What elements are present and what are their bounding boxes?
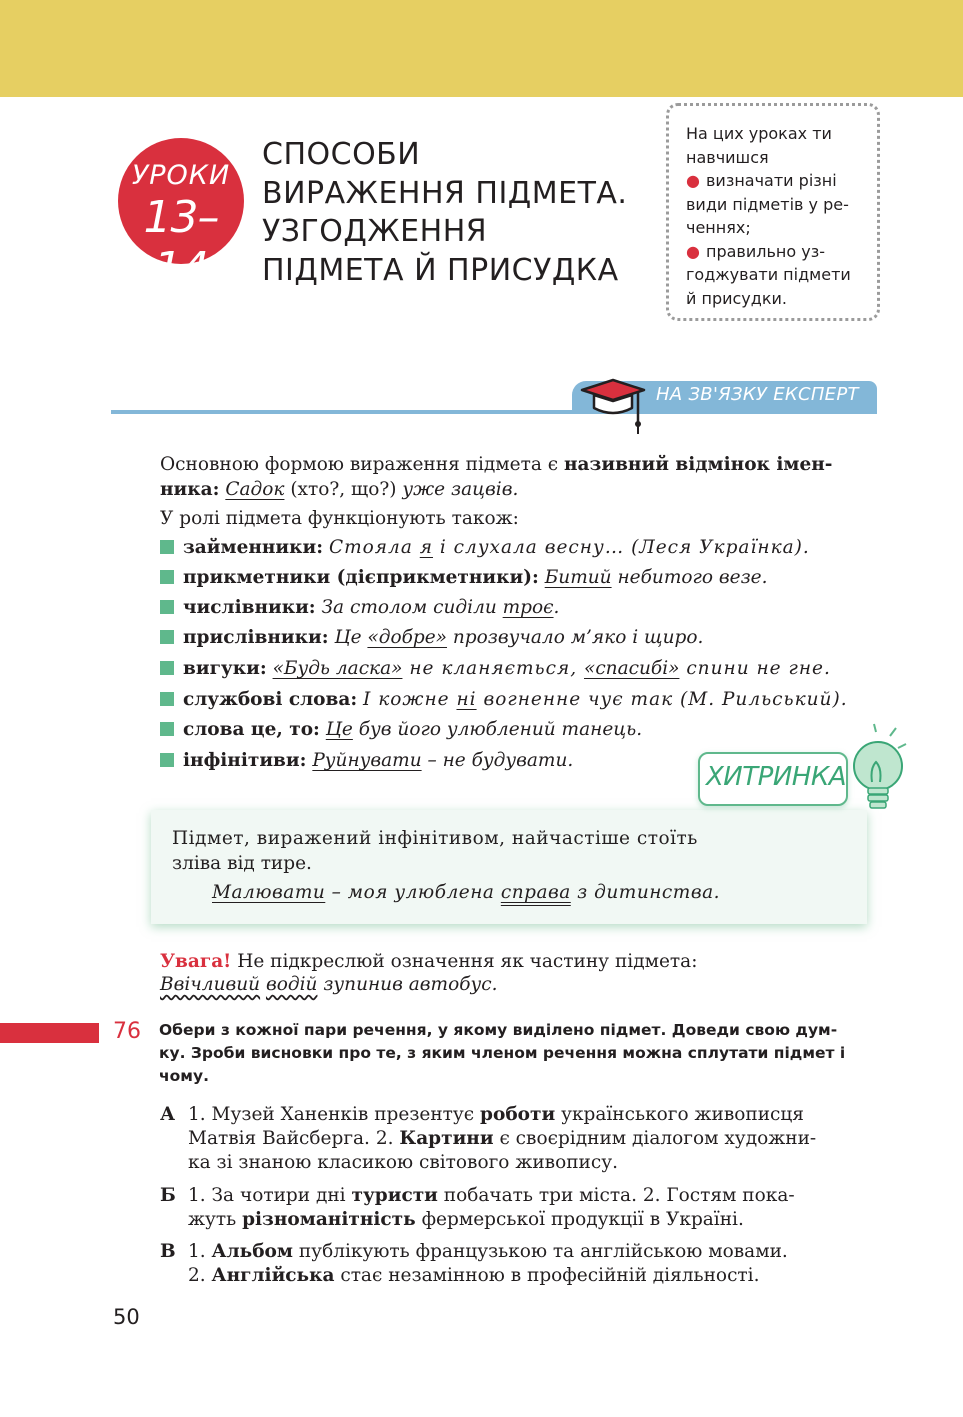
option-b-line2: жуть різноманітність фермерської продукції в Україні. [188, 1209, 744, 1230]
list-item: прислівники: Це «добре» прозвучало м’яко і щиро. [160, 627, 703, 648]
attention-line1: Увага! Не підкреслюй означення як частину підмета: [160, 951, 698, 972]
list-item: слова це, то: Це був його улюблений танець. [160, 719, 642, 740]
square-bullet-icon [160, 600, 174, 614]
square-bullet-icon [160, 692, 174, 706]
exercise-marker-strip [0, 1023, 99, 1043]
expert-label: НА ЗВ'ЯЗКУ ЕКСПЕРТ [656, 384, 859, 405]
exercise-task-line1: Обери з кожної пари речення, у якому виділено підмет. Доведи свою дум- [159, 1021, 838, 1039]
exercise-task-line3: чому. [159, 1067, 209, 1085]
square-bullet-icon [160, 722, 174, 736]
option-letter-c: В [160, 1241, 176, 1262]
theory-intro-line2: ника: Садок (хто?, що?) уже зацвів. [160, 479, 519, 500]
tip-text-line1: Підмет, виражений інфінітивом, найчастіше стоїть [172, 828, 698, 849]
page-number: 50 [113, 1305, 140, 1329]
theory-intro-line1: Основною формою вираження підмета є називний відмінок імен- [160, 454, 833, 475]
square-bullet-icon [160, 540, 174, 554]
theory-roles: У ролі підмета функціонують також: [160, 508, 519, 529]
square-bullet-icon [160, 630, 174, 644]
list-item: числівники: За столом сиділи троє. [160, 597, 559, 618]
lesson-badge [118, 138, 244, 294]
bullet-dot-icon: ● [686, 171, 700, 190]
list-item: інфінітиви: Руйнувати – не будувати. [160, 750, 573, 771]
lesson-word: УРОКИ [131, 160, 231, 191]
list-item: вигуки: «Будь ласка» не кланяється, «спасибі» спини не гне. [160, 658, 831, 679]
option-letter-b: Б [160, 1185, 176, 1206]
exercise-number: 76 [113, 1019, 141, 1044]
option-b-line1: 1. За чотири дні туристи побачать три міста. 2. Гостям пока- [188, 1185, 795, 1206]
square-bullet-icon [160, 570, 174, 584]
option-a-line3: ка зі знаною класикою світового живопису. [188, 1152, 619, 1173]
bullet-dot-icon: ● [686, 241, 700, 261]
tip-text-line2: зліва від тире. [172, 853, 312, 874]
option-letter-a: А [160, 1104, 176, 1125]
option-a-line1: 1. Музей Ханенків презентує роботи українського живописця [188, 1104, 804, 1125]
square-bullet-icon [160, 661, 174, 675]
square-bullet-icon [160, 753, 174, 767]
exercise-task-line2: ку. Зроби висновки про те, з яким членом речення можна сплутати підмет і [159, 1044, 846, 1062]
list-item: службові слова: І кожне ні вогненне чує так (М. Рильський). [160, 689, 848, 710]
option-c-line1: 1. Альбом публікують французькою та англійською мовами. [188, 1241, 788, 1262]
lesson-numbers: 13–14 [143, 192, 219, 294]
page-title: СПОСОБИ ВИРАЖЕННЯ ПІДМЕТА. УЗГОДЖЕННЯ ПІДМЕТА Й ПРИСУДКА [262, 137, 628, 288]
option-a-line2: Матвія Вайсберга. 2. Картини є своєрідним діалогом художни- [188, 1128, 817, 1149]
lightbulb-icon [840, 722, 908, 822]
tip-label: ХИТРИНКА [706, 762, 847, 792]
option-c-line2: 2. Англійська стає незамінною в професійній діяльності. [188, 1265, 760, 1286]
graduation-cap-icon [578, 374, 648, 436]
list-item: прикметники (дієприкметники): Битий небитого везе. [160, 567, 768, 588]
tip-example: Малювати – моя улюблена справа з дитинства. [212, 882, 720, 903]
learning-goals-box: На цих уроках ти навчишся ● визначати різні види підметів у ре- ченнях; ● правильно уз- годжувати підмети й присудки. [666, 103, 880, 321]
top-color-band [0, 0, 963, 97]
list-item: займенники: Стояла я і слухала весну… (Леся Українка). [160, 537, 810, 558]
attention-line2: Ввічливий водій зупинив автобус. [160, 974, 498, 995]
